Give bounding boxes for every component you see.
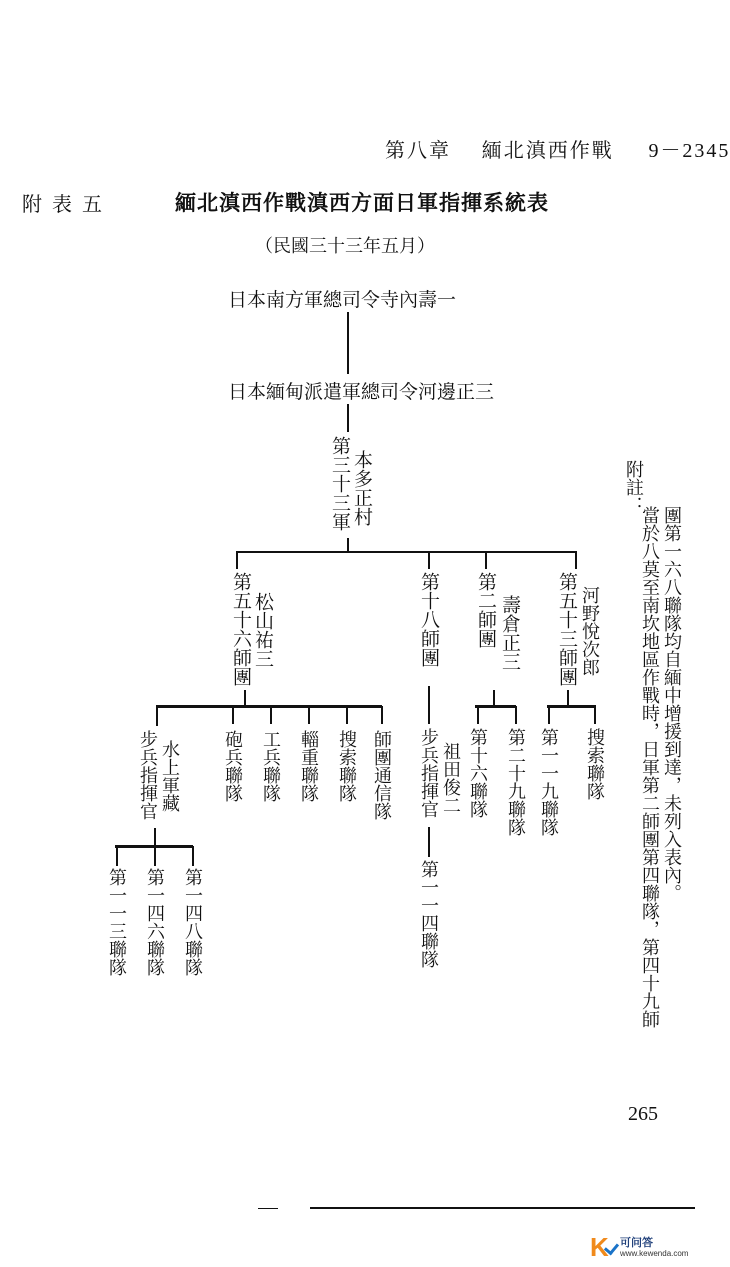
date-label: （民國三十三年五月） — [255, 236, 435, 257]
node-div18-unit: 第十八師團 — [418, 572, 440, 667]
node-div56-person: 松山祐三 — [252, 592, 274, 668]
connector — [116, 846, 118, 866]
node-regiment-114: 第一一四聯隊 — [418, 860, 439, 968]
page-number: 265 — [628, 1103, 658, 1125]
branch-bar — [236, 551, 576, 553]
connector — [244, 690, 246, 706]
note-line-1-prefix: 團 — [661, 506, 682, 524]
connector — [308, 706, 310, 724]
node-regiment-148: 第一四八聯隊 — [182, 868, 203, 976]
connector — [347, 404, 349, 432]
note-line-1-text: 第一六八聯隊均自緬中增援到達，未列入表內。 — [661, 524, 682, 902]
section-label: 緬北滇西作戰 — [481, 138, 614, 162]
node-signal-unit: 師團通信隊 — [371, 730, 392, 820]
node-infantry-commander-unit: 步兵指揮官 — [137, 730, 158, 820]
connector — [493, 690, 495, 706]
connector — [428, 551, 430, 569]
connector — [347, 538, 349, 552]
table-label: 附表五 — [22, 192, 112, 216]
node-div18-infantry-person: 祖田俊二 — [440, 742, 461, 814]
node-search-regiment: 搜索聯隊 — [336, 730, 357, 802]
node-div18-infantry-unit: 步兵指揮官 — [418, 728, 439, 818]
node-transport-regiment: 輜重聯隊 — [298, 730, 319, 802]
connector — [236, 551, 238, 569]
node-regiment-146: 第一四六聯隊 — [144, 868, 165, 976]
node-div56-unit: 第五十六師團 — [230, 572, 252, 686]
div53-branch-bar — [547, 705, 596, 708]
node-person: 寺內壽一 — [380, 289, 457, 311]
connector — [548, 706, 550, 724]
node-regiment-119: 第一一九聯隊 — [538, 728, 559, 836]
connector — [428, 686, 430, 724]
scan-edge-line — [310, 1207, 695, 1209]
node-regiment-16: 第十六聯隊 — [467, 728, 488, 818]
connector — [232, 706, 234, 724]
connector — [485, 551, 487, 569]
node-person: 河邊正三 — [418, 381, 495, 403]
running-header — [385, 134, 730, 163]
watermark-url: www.kewenda.com — [620, 1249, 689, 1258]
connector — [477, 706, 479, 724]
note-label: 附註： — [623, 460, 644, 514]
page-ref: 9－2345 — [648, 140, 730, 162]
node-div2-person: 壽倉正三 — [499, 595, 521, 671]
scan-edge-line — [258, 1208, 278, 1209]
note-line-2: 當於八莫至南坎地區作戰時，日軍第二師團第四聯隊，第四十九師 — [639, 506, 660, 1028]
connector — [192, 846, 194, 866]
node-div53-search-regiment: 搜索聯隊 — [584, 728, 605, 800]
node-div2-unit: 第二師團 — [475, 572, 497, 648]
div56-branch-bar — [156, 705, 382, 708]
node-div53-person: 河野悅次郎 — [579, 586, 600, 676]
connector — [154, 846, 156, 866]
node-33rd-army-unit: 第三十三軍 — [329, 436, 351, 531]
node-org: 日本緬甸派遣軍總司令 — [228, 381, 419, 403]
connector — [567, 690, 569, 706]
div2-branch-bar — [475, 705, 516, 708]
node-southern-army — [228, 285, 456, 312]
node-engineer-regiment: 工兵聯隊 — [260, 730, 281, 802]
connector — [346, 706, 348, 724]
page-title: 緬北滇西作戰滇西方面日軍指揮系統表 — [175, 190, 549, 215]
node-regiment-113: 第一一三聯隊 — [106, 868, 127, 976]
node-infantry-commander-person: 水上軍藏 — [159, 740, 180, 812]
node-burma-area-army — [228, 377, 494, 404]
watermark-cn: 可问答 — [620, 1237, 653, 1249]
node-regiment-29: 第二十九聯隊 — [505, 728, 526, 836]
watermark — [590, 1232, 708, 1264]
connector — [347, 312, 349, 374]
connector — [575, 551, 577, 569]
connector — [594, 706, 596, 724]
node-org: 日本南方軍總司令 — [228, 289, 381, 311]
note-line-1 — [662, 506, 680, 902]
connector — [154, 828, 156, 846]
watermark-logo-letter: K — [590, 1232, 609, 1262]
node-artillery-regiment: 砲兵聯隊 — [222, 730, 243, 802]
connector — [156, 706, 158, 726]
connector — [270, 706, 272, 724]
node-33rd-army-person: 本多正村 — [351, 450, 373, 526]
connector — [428, 827, 430, 857]
chapter-label: 第八章 — [385, 138, 451, 162]
connector — [515, 706, 517, 724]
node-div53-unit: 第五十三師團 — [556, 572, 578, 686]
connector — [381, 706, 383, 724]
